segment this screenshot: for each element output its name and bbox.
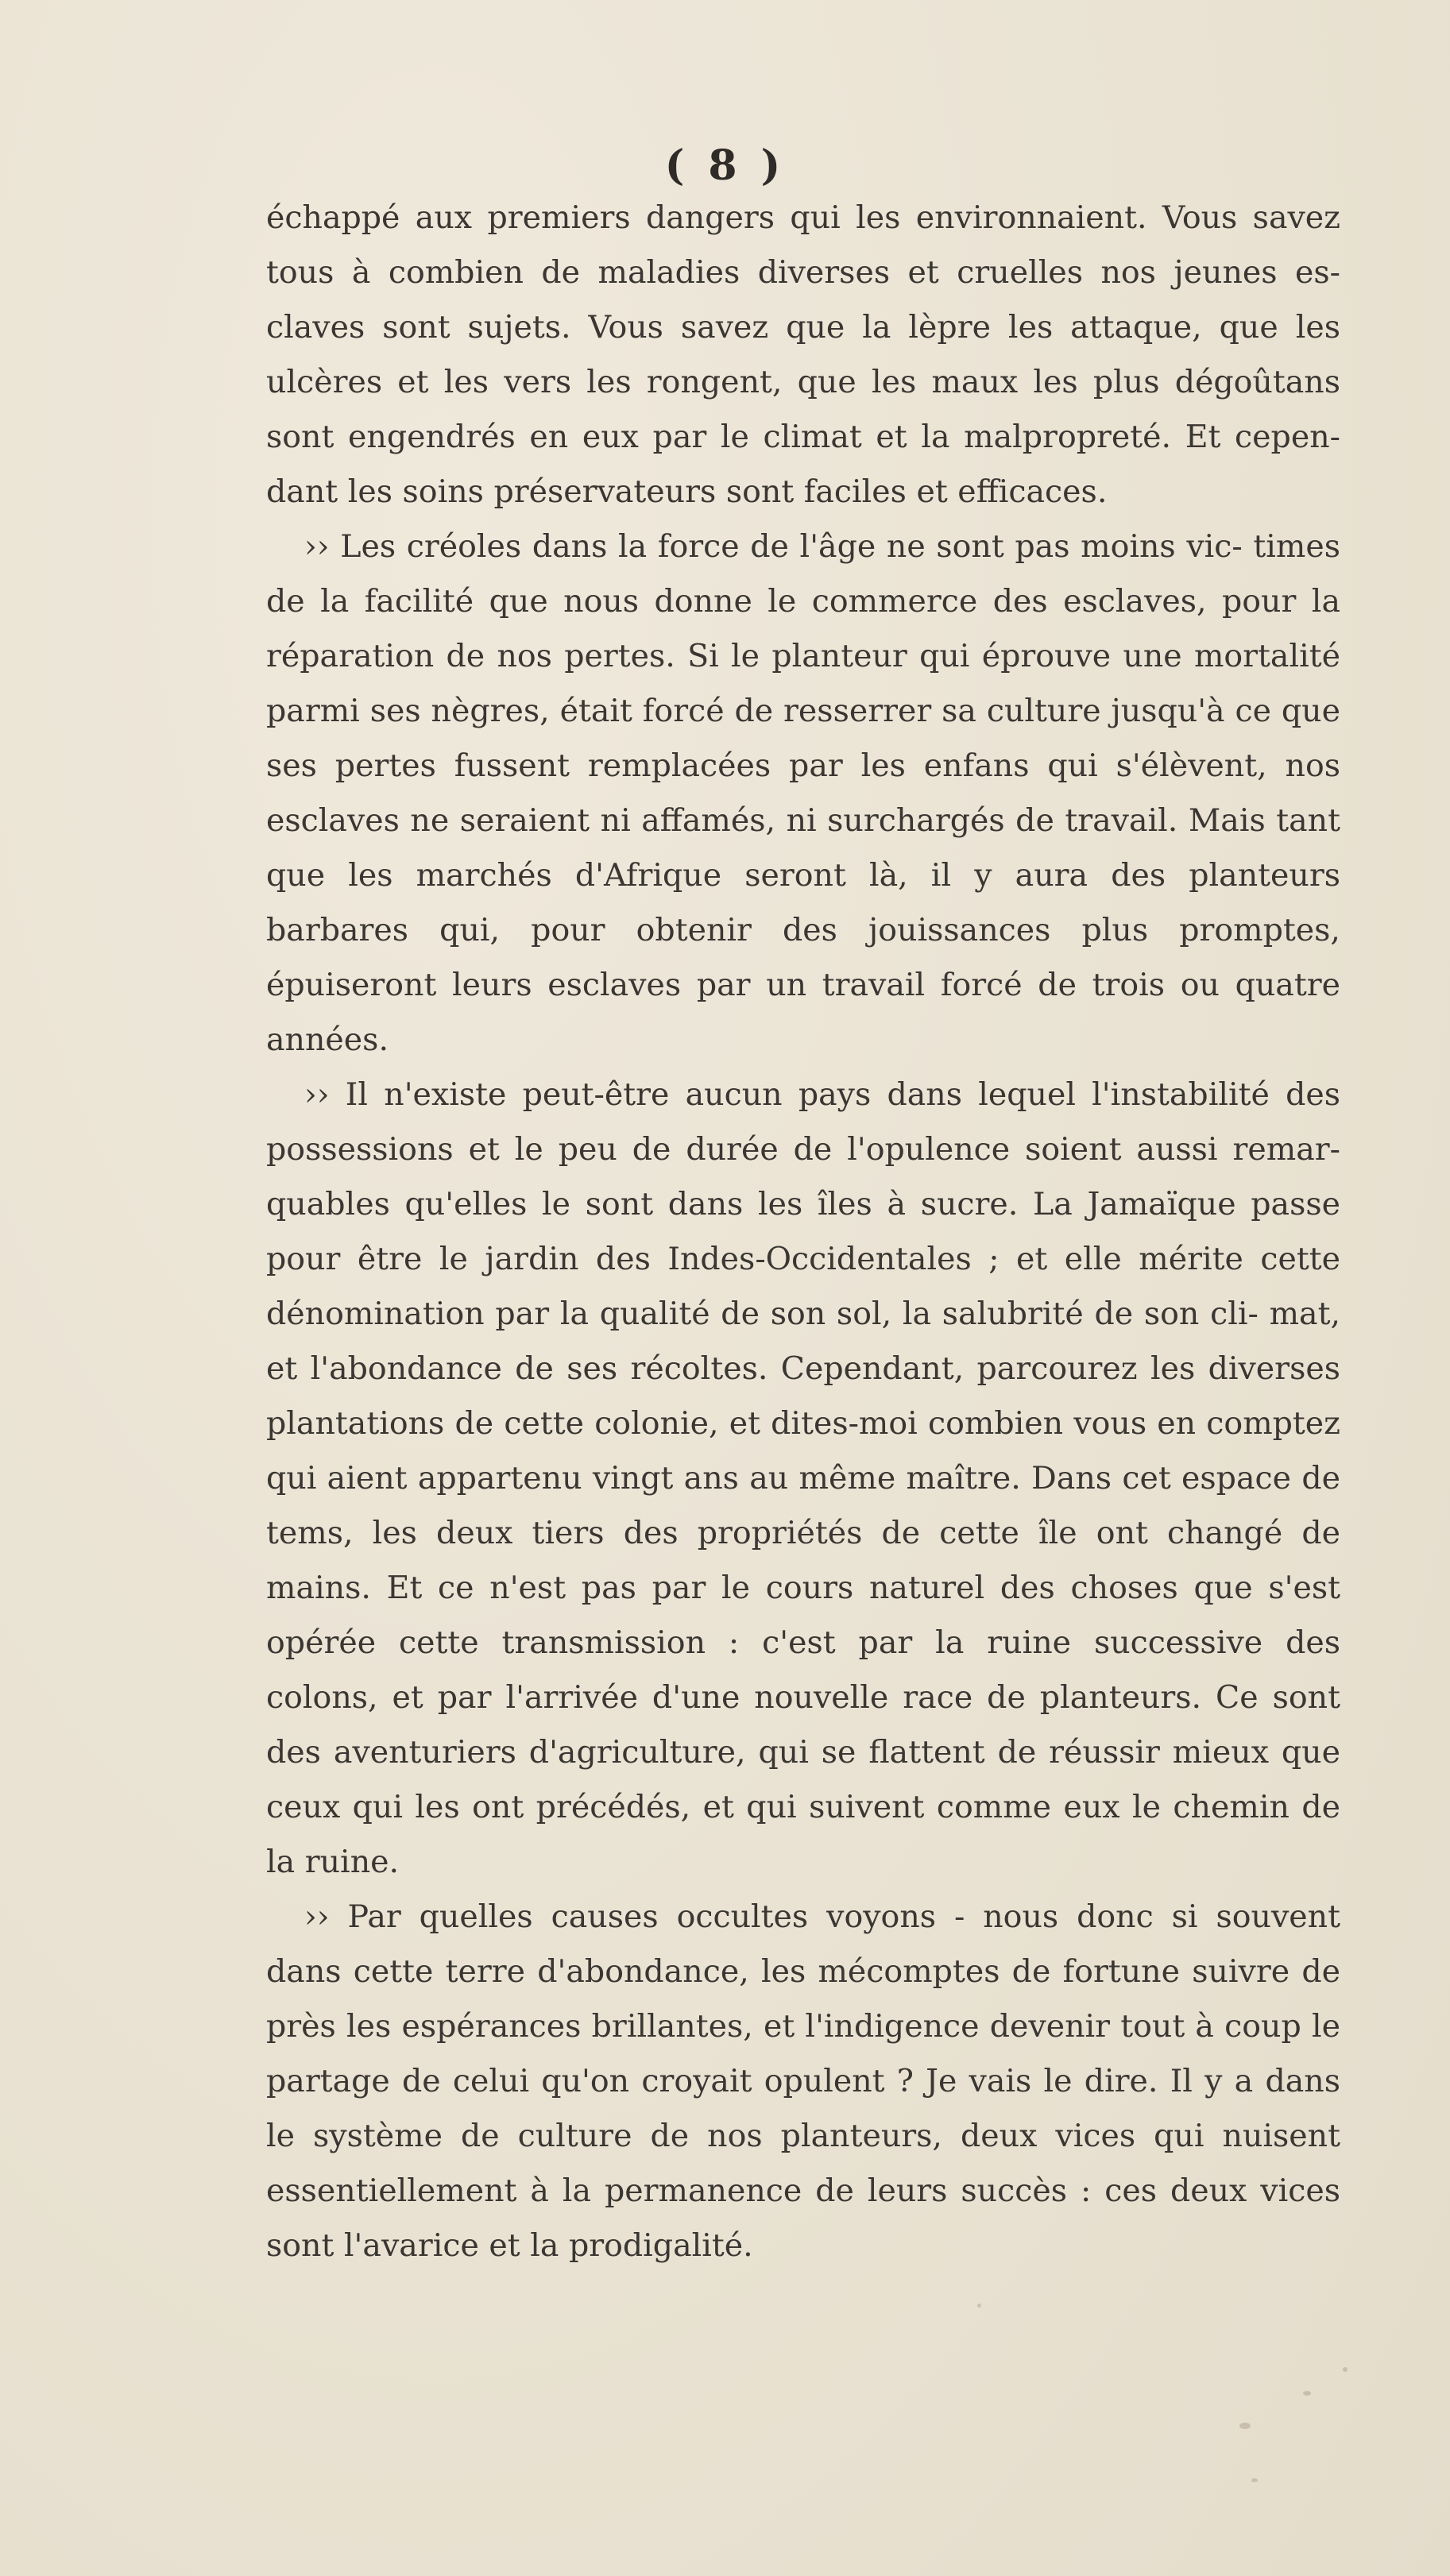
paragraph-4: ›› Par quelles causes occultes voyons - nous donc si souvent dans cette terre d'abondance, les mécomptes de fortune suivre de près les espérances brillantes, et l'indigence devenir tout à coup le partage de celui qu'on croyait opulent ? Je vais le dire. Il y a dans le système de culture de nos planteurs, deux vices qui nuisent essentiellement à la permanence de leurs succès : ces deux vices sont l'avarice et la prodigalité. xyxy=(266,1898,1340,2264)
paragraph-1: échappé aux premiers dangers qui les environnaient. Vous savez tous à combien de maladies diverses et cruelles nos jeunes es- claves sont sujets. Vous savez que la lèpre les attaque, que les ulcères et les vers les rongent, que les maux les plus dégoûtans sont engendrés en eux par le climat et la malpropreté. Et cepen- dant les soins préservateurs sont faciles et efficaces. xyxy=(266,199,1340,510)
page-body xyxy=(266,191,1340,2273)
page-number: ( 8 ) xyxy=(664,141,786,190)
paragraph-3: ›› Il n'existe peut-être aucun pays dans lequel l'instabilité des possessions et le peu de durée de l'opulence soient aussi remar- quables qu'elles le sont dans les îles à sucre. La Jamaïque passe pour être le jardin des Indes-Occidentales ; et elle mérite cette dénomination par la qualité de son sol, la salubrité de son cli- mat, et l'abondance de ses récoltes. Cependant, parcourez les diverses plantations de cette colonie, et dites-moi combien vous en comptez qui aient appartenu vingt ans au même maître. Dans cet espace de tems, les deux tiers des propriétés de cette île ont changé de mains. Et ce n'est pas par le cours naturel des choses que s'est opérée cette transmission : c'est par la ruine successive des colons, et par l'arrivée d'une nouvelle race de planteurs. Ce sont des aventuriers d'agriculture, qui se flattent de réussir mieux que ceux qui les ont précédés, et qui suivent comme eux le chemin de la ruine. xyxy=(266,1076,1340,1880)
paragraph-2: ›› Les créoles dans la force de l'âge ne sont pas moins vic- times de la facilité que nous donne le commerce des esclaves, pour la réparation de nos pertes. Si le planteur qui éprouve une mortalité parmi ses nègres, était forcé de resserrer sa culture jusqu'à ce que ses pertes fussent remplacées par les enfans qui s'élèvent, nos esclaves ne seraient ni affamés, ni surchargés de travail. Mais tant que les marchés d'Afrique seront là, il y aura des planteurs barbares qui, pour obtenir des jouissances plus promptes, épuiseront leurs esclaves par un travail forcé de trois ou quatre années. xyxy=(266,528,1340,1058)
